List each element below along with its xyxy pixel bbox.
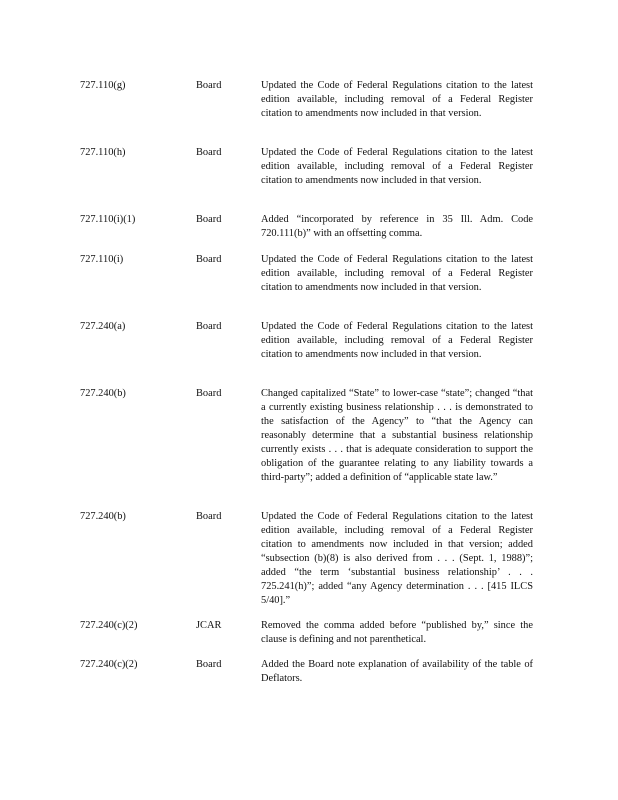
source-label: Board <box>196 511 222 522</box>
source-label: Board <box>196 388 222 399</box>
source-label: Board <box>196 254 222 265</box>
source-label: Board <box>196 659 222 670</box>
source-label: Board <box>196 321 222 332</box>
description-cell: Updated the Code of Federal Regulations citation to the latest edition available, including removal of a Federal Register citation to amendments now included in that version. <box>261 321 533 360</box>
description-cell: Updated the Code of Federal Regulations citation to the latest edition available, including removal of a Federal Register citation to amendments now included in that version. <box>261 80 533 119</box>
section-cell <box>80 658 180 672</box>
source-cell <box>196 320 256 334</box>
section-label: 727.240(b) <box>80 388 126 399</box>
source-cell <box>196 510 256 524</box>
source-cell <box>196 387 256 401</box>
section-cell <box>80 146 180 160</box>
source-label: Board <box>196 147 222 158</box>
source-cell <box>196 619 256 633</box>
description-cell: Added “incorporated by reference in 35 Ill. Adm. Code 720.111(b)” with an offsetting comma. <box>261 214 533 239</box>
description-cell: Added the Board note explanation of availability of the table of Deflators. <box>261 659 533 684</box>
section-cell <box>80 253 180 267</box>
section-label: 727.110(i)(1) <box>80 214 136 225</box>
description-cell: Updated the Code of Federal Regulations citation to the latest edition available, including removal of a Federal Register citation to amendments now included in that version. <box>261 147 533 186</box>
section-label: 727.110(i) <box>80 254 124 265</box>
section-cell <box>80 619 180 633</box>
section-label: 727.240(c)(2) <box>80 659 138 670</box>
description-cell: Updated the Code of Federal Regulations citation to the latest edition available, including removal of a Federal Register citation to amendments now included in that version; added “subsection (b)(8) is also derived from . . . (Sept. 1, 1988)”; added “the term ‘substantial business relationship’ . . . 725.241(h)”; added “any Agency determination . . . [415 ILCS 5/40].” <box>261 511 533 606</box>
section-cell <box>80 213 180 227</box>
section-label: 727.240(a) <box>80 321 126 332</box>
source-cell <box>196 146 256 160</box>
section-label: 727.110(g) <box>80 80 126 91</box>
source-cell <box>196 658 256 672</box>
section-cell <box>80 320 180 334</box>
source-cell <box>196 79 256 93</box>
source-label: Board <box>196 80 222 91</box>
description-cell: Changed capitalized “State” to lower-case “state”; changed “that a currently existing business relationship . . . is demonstrated to the satisfaction of the Agency” to “that the Agency can reasonably determine that a substantial business relationship currently exists . . . that is adequate consideration to support the obligation of the guarantee relating to any liability towards a third-party”; added a definition of “applicable state law.” <box>261 388 533 483</box>
section-label: 727.240(c)(2) <box>80 620 138 631</box>
description-cell: Updated the Code of Federal Regulations citation to the latest edition available, including removal of a Federal Register citation to amendments now included in that version. <box>261 254 533 293</box>
source-cell <box>196 253 256 267</box>
section-label: 727.240(b) <box>80 511 126 522</box>
source-label: JCAR <box>196 620 222 631</box>
source-cell <box>196 213 256 227</box>
source-label: Board <box>196 214 222 225</box>
section-cell <box>80 79 180 93</box>
description-cell: Removed the comma added before “published by,” since the clause is defining and not parenthetical. <box>261 620 533 645</box>
section-cell <box>80 510 180 524</box>
section-cell <box>80 387 180 401</box>
section-label: 727.110(h) <box>80 147 126 158</box>
